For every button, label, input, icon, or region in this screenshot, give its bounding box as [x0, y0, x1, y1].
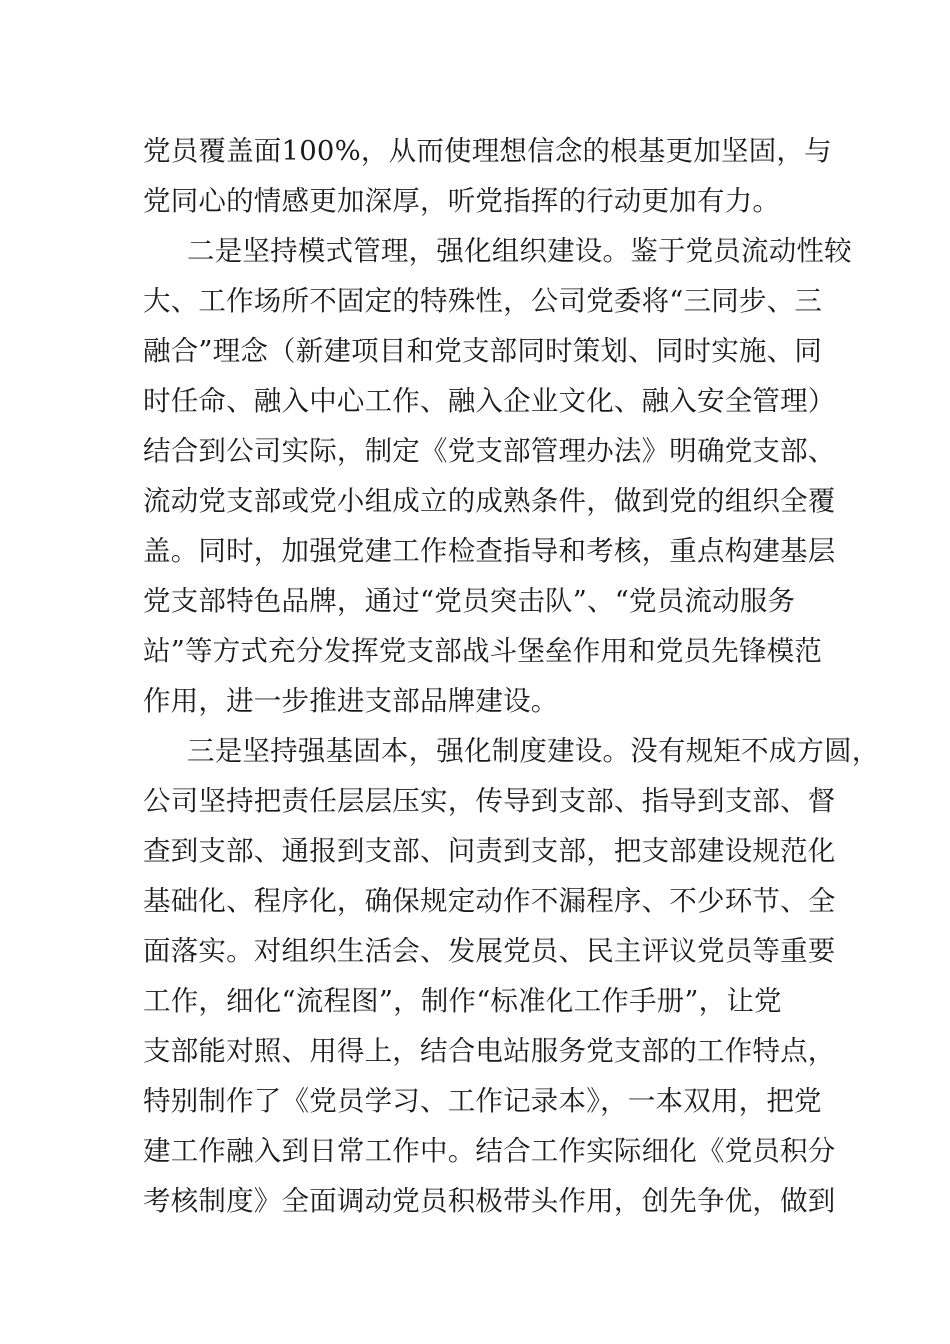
- text-line: 作用，进一步推进支部品牌建设。: [143, 685, 559, 717]
- text-line: 工作，细化“流程图”，制作“标准化工作手册”，让党: [143, 985, 782, 1017]
- paragraph-start-line: 三是坚持强基固本，强化制度建设。没有规矩不成方圆，: [187, 735, 880, 767]
- text-line: 支部能对照、用得上，结合电站服务党支部的工作特点，: [143, 1035, 836, 1067]
- text-line: 党同心的情感更加深厚，听党指挥的行动更加有力。: [143, 185, 781, 217]
- text-line: 面落实。对组织生活会、发展党员、民主评议党员等重要: [143, 935, 836, 967]
- text-line: 流动党支部或党小组成立的成熟条件，做到党的组织全覆: [143, 485, 836, 517]
- text-line: 公司坚持把责任层层压实，传导到支部、指导到支部、督: [143, 785, 836, 817]
- text-line: 特别制作了《党员学习、工作记录本》，一本双用，把党: [143, 1085, 822, 1117]
- text-line: 时任命、融入中心工作、融入企业文化、融入安全管理）: [143, 385, 836, 417]
- text-line: 党支部特色品牌，通过“党员突击队”、“党员流动服务: [143, 585, 796, 617]
- text-line: 站”等方式充分发挥党支部战斗堡垒作用和党员先锋模范: [143, 635, 823, 667]
- paragraph-start-line: 二是坚持模式管理，强化组织建设。鉴于党员流动性较: [187, 235, 852, 267]
- text-line: 盖。同时，加强党建工作检查指导和考核，重点构建基层: [143, 535, 836, 567]
- text-line: 结合到公司实际，制定《党支部管理办法》明确党支部、: [143, 435, 836, 467]
- text-line: 党员覆盖面100%，从而使理想信念的根基更加坚固，与: [143, 135, 832, 167]
- text-line: 基础化、程序化，确保规定动作不漏程序、不少环节、全: [143, 885, 836, 917]
- text-line: 大、工作场所不固定的特殊性，公司党委将“三同步、三: [143, 285, 823, 317]
- text-line: 查到支部、通报到支部、问责到支部，把支部建设规范化: [143, 835, 836, 867]
- text-line: 建工作融入到日常工作中。结合工作实际细化《党员积分: [143, 1135, 836, 1167]
- text-line: 融合”理念（新建项目和党支部同时策划、同时实施、同: [143, 335, 823, 367]
- text-line: 考核制度》全面调动党员积极带头作用，创先争优，做到: [143, 1185, 836, 1217]
